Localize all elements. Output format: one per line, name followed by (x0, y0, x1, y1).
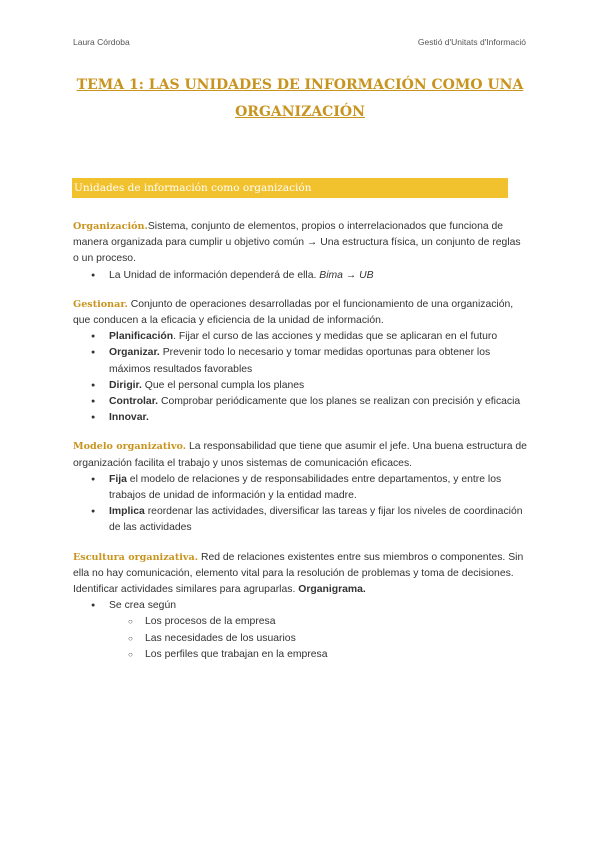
list-item (109, 410, 528, 426)
item-bold: Innovar. (109, 412, 149, 424)
escultura-text: Red de relaciones existentes entre sus miembros o componentes. Sin ella no hay comunicación, elemento vital para la resolución de problemas y toma de decisiones. Identificar actividades similares para agruparlas. (73, 551, 524, 596)
page-title (60, 72, 540, 126)
item-bold: Dirigir. (109, 379, 142, 391)
list-item (109, 329, 528, 345)
list-item (109, 472, 528, 504)
title-line-2: ORGANIZACIÓN (235, 104, 365, 120)
bullet-italic: Bima → UB (319, 269, 374, 281)
header-course: Gestió d'Unitats d'Informació (417, 37, 526, 47)
gestionar-term: Gestionar. (73, 298, 128, 310)
organizacion-block (73, 219, 528, 284)
item-bold: Controlar. (109, 396, 159, 408)
item-text: reordenar las actividades, diversificar las tareas y fijar los niveles de coordinación de las actividades (109, 506, 523, 534)
modelo-text: La responsabilidad que tiene que asumir el jefe. Una buena estructura de organización facilita el trabajo y unos sistemas de comunicación eficaces. (73, 441, 527, 469)
organizacion-text: Sistema, conjunto de elementos, propios o interrelacionados que funciona de manera organizada para cumplir u objetivo común → Una estructura física, un conjunto de reglas o un proceso. (73, 221, 521, 265)
organizacion-term: Organización. (73, 221, 148, 232)
modelo-block (73, 439, 528, 536)
item-bold: Implica (109, 506, 145, 518)
item-bold: Organizar. (109, 347, 160, 359)
bullet-text: La Unidad de información dependerá de ella. (109, 269, 320, 281)
escultura-block (73, 550, 528, 663)
list-item (109, 504, 528, 536)
item-text: el modelo de relaciones y de responsabilidades entre departamentos, y entre los trabajos de unidad de información y la entidad madre. (109, 473, 502, 502)
list-item (109, 394, 528, 410)
sub-list-item: ○ Los procesos de la empresa (145, 614, 528, 630)
gestionar-block (73, 297, 528, 427)
sub-list-item: ○ Los perfiles que trabajan en la empresa (145, 647, 528, 663)
item-text: Que el personal cumpla los planes (141, 379, 305, 391)
list-item (109, 345, 528, 377)
item-bold: Fija (109, 473, 127, 485)
gestionar-text: Conjunto de operaciones desarrolladas por el funcionamiento de una organización, que conducen a la eficacia y eficiencia de la unidad de información. (73, 298, 514, 327)
title-line-1: TEMA 1: LAS UNIDADES DE INFORMACIÓN COMO UNA (76, 77, 524, 93)
section-heading: Unidades de información como organización (72, 178, 508, 198)
item-text: Prevenir todo lo necesario y tomar medidas oportunas para obtener los máximos resultados favorables (109, 347, 491, 375)
escultura-term: Escultura organizativa. (73, 551, 199, 563)
list-item (109, 598, 528, 663)
page-header (73, 37, 526, 47)
item-text: . Fijar el curso de las acciones y medidas que se aplicaran en el futuro (173, 331, 498, 343)
item-text: Comprobar periódicamente que los planes se realizan con precisión y eficacia (158, 396, 521, 408)
list-item (109, 268, 528, 284)
document-body (73, 219, 528, 676)
modelo-term: Modelo organizativo. (73, 441, 187, 453)
bullet-text: Se crea según (109, 600, 177, 612)
list-item (109, 378, 528, 394)
header-author: Laura Córdoba (73, 37, 130, 47)
sub-list-item: ○ Las necesidades de los usuarios (145, 631, 528, 647)
item-bold: Planificación (109, 331, 174, 343)
escultura-bold-end: Organigrama. (298, 584, 366, 596)
